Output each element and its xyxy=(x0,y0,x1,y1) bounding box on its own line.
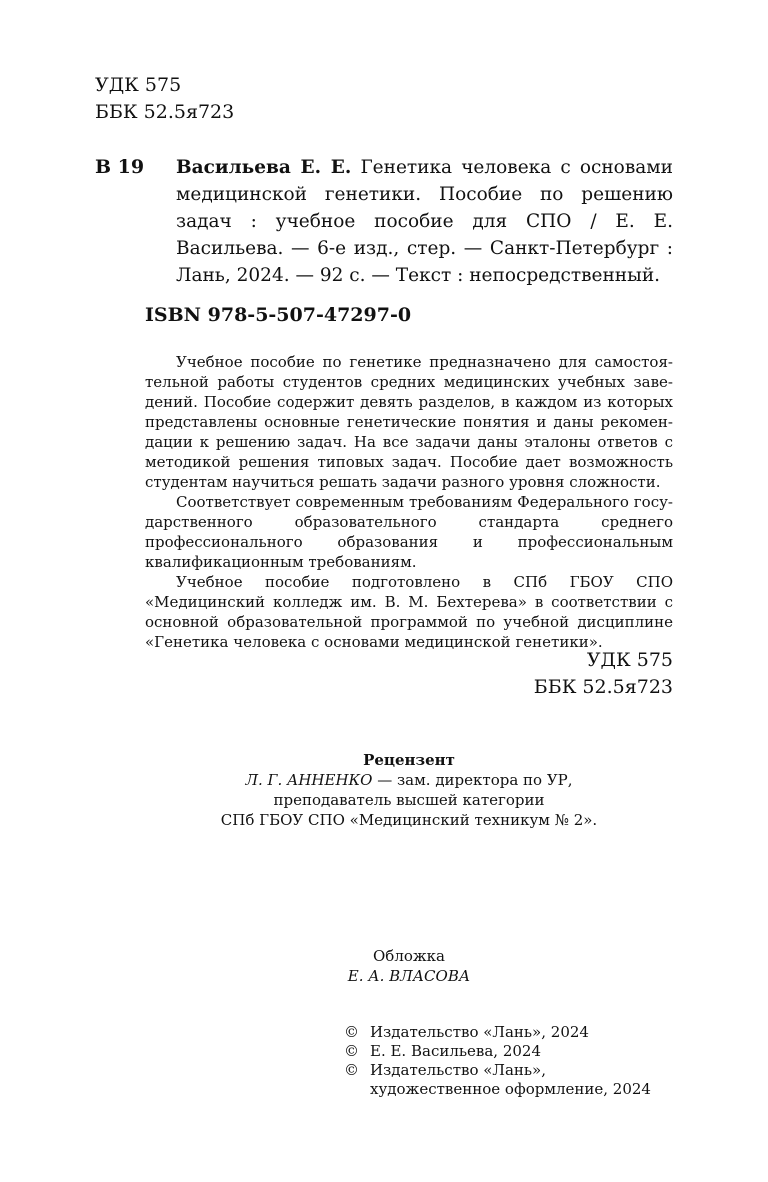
bbk-code: ББК 52.5я723 xyxy=(533,676,673,698)
copyright-icon: © xyxy=(344,1042,359,1060)
udk-code: УДК 575 xyxy=(586,649,673,671)
cover-block xyxy=(145,946,673,986)
bbk-code: ББК 52.5я723 xyxy=(95,101,235,123)
top-classification xyxy=(95,72,234,126)
reviewer-heading: Рецензент xyxy=(363,751,455,769)
annotation-paragraph: Соответствует современным требованиям Федерального государственного образовательного стандарта среднего профессионального образования и профессиональным квалификационным требованиям. xyxy=(145,493,673,571)
copyright-block xyxy=(344,1023,651,1099)
copyright-text: Е. Е. Васильева, 2024 xyxy=(370,1042,542,1060)
copyright-icon: © xyxy=(344,1023,359,1041)
cover-designer: Е. А. ВЛАСОВА xyxy=(347,967,471,985)
annotation xyxy=(145,352,673,652)
copyright-line xyxy=(344,1023,651,1042)
reviewer-title: преподаватель высшей категории xyxy=(273,791,545,809)
udk-code: УДК 575 xyxy=(95,74,182,96)
cover-label: Обложка xyxy=(372,947,445,965)
reviewer-line xyxy=(145,770,673,790)
copyright-text: Издательство «Лань», 2024 xyxy=(370,1023,589,1041)
reviewer-block xyxy=(145,750,673,830)
reviewer-position: — зам. директора по УР, xyxy=(377,771,573,789)
copyright-text: Издательство «Лань», xyxy=(370,1061,547,1079)
annotation-paragraph: Учебное пособие подготовлено в СПб ГБОУ СПО «Медицинский колледж им. В. М. Бехтерева» в соответствии с основной образовательной программой по учебной дисциплине «Генетика человека с основами медицинской генетики». xyxy=(145,573,673,651)
isbn: ISBN 978-5-507-47297-0 xyxy=(145,304,412,326)
copyright-line xyxy=(344,1061,651,1080)
cutter-code: В 19 xyxy=(95,156,145,178)
reviewer-name: Л. Г. АННЕНКО xyxy=(245,771,373,789)
copyright-icon: © xyxy=(344,1061,359,1079)
reviewer-organization: СПб ГБОУ СПО «Медицинский техникум № 2». xyxy=(220,811,598,829)
copyright-continuation: художественное оформление, 2024 xyxy=(370,1080,651,1098)
description-text: Генетика человека с основами медицинской генетики. Пособие по решению задач : учебное пособие для СПО / Е. Е. Васильева. — 6-е изд., стер. — Санкт-Петербург : Лань, 2024. — 92 с. — Текст : непосредственный. xyxy=(176,157,673,286)
copyright-line xyxy=(344,1042,651,1061)
bibliographic-description xyxy=(176,154,673,289)
annotation-paragraph: Учебное пособие по генетике предназначено для самостоятельной работы студентов средних медицинских учебных заведений. Пособие содержит девять разделов, в каждом из которых представлены основные генетические понятия и даны рекомендации к решению задач. На все задачи даны эталоны ответов с методикой решения типовых задач. Пособие дает возможность студентам научиться решать задачи разного уровня сложности. xyxy=(145,353,673,491)
bottom-classification xyxy=(534,647,673,701)
author-name: Васильева Е. Е. xyxy=(176,157,352,178)
